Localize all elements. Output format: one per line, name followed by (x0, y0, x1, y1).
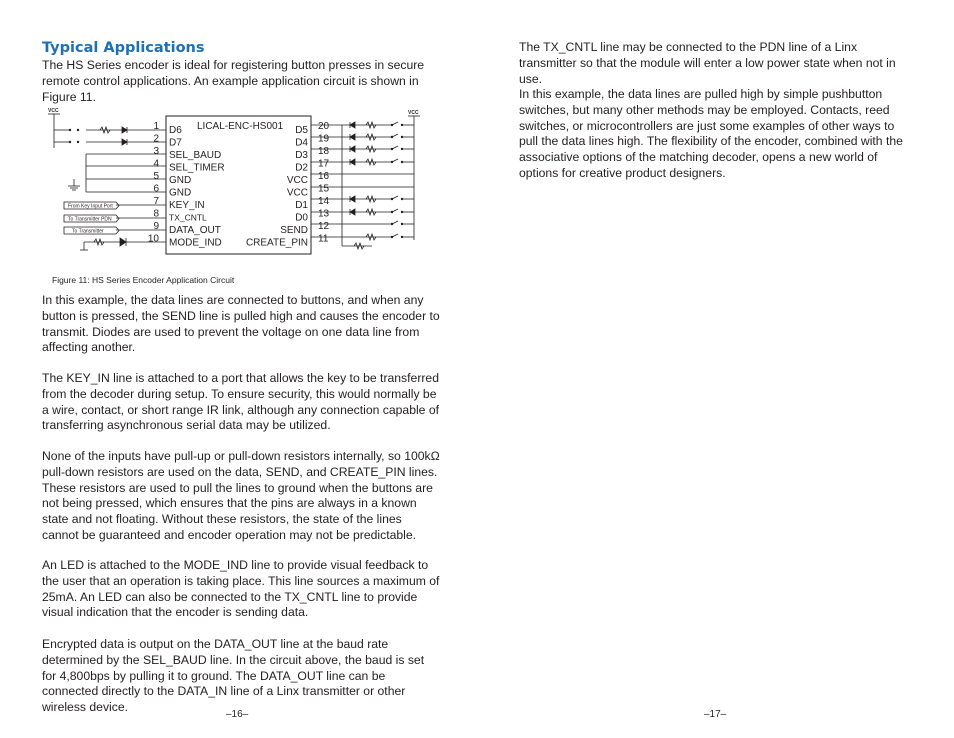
body-paragraph: An LED is attached to the MODE_IND line to provide visual feedback to the user that an operation is taking place. This line sources a maximum of 25mA. An LED can also be connected to the TX_CNTL line to provide visual indication that the encoder is sending data. (42, 558, 440, 620)
pin-label-right: D2 (295, 162, 308, 174)
pin-label-right: D1 (295, 200, 308, 211)
pin-number-right: 18 (318, 146, 330, 157)
port-label-key-input: From Key Input Port (68, 203, 113, 210)
pin-number-right: 15 (318, 183, 330, 195)
section-heading: Typical Applications (42, 40, 205, 56)
body-paragraph: The TX_CNTL line may be connected to the PDN line of a Linx transmitter so that the module will enter a low power state when not in use. (519, 40, 896, 86)
pin-number-left: 2 (153, 133, 159, 145)
circuit-diagram (42, 108, 432, 273)
chip-name: LICAL-ENC-HS001 (197, 121, 284, 132)
pin-number-left: 10 (147, 233, 159, 245)
vcc-label-left: VCC (48, 108, 59, 114)
body-paragraph: None of the inputs have pull-up or pull-down resistors internally, so 100kΩ pull-down resistors are used on the data, SEND, and CREATE_PIN lines. These resistors are used to pull the lines to ground when the buttons are not being pressed, which ensures that the pins are always in a known state and not floating. Without these resistors, the state of the lines cannot be guaranteed and encoder operation may not be predictable. (42, 449, 440, 542)
page-number: –16– (226, 709, 249, 720)
port-label-transmitter-pdn: To Transmitter PDN (68, 216, 112, 223)
pin-label-left: TX_CNTL (169, 212, 207, 223)
pin-number-left: 4 (153, 158, 159, 170)
pin-number-right: 12 (318, 221, 330, 232)
pin-label-left: D7 (169, 137, 182, 149)
pin-number-left: 1 (153, 121, 159, 132)
body-paragraph: In this example, the data lines are pulled high by simple pushbutton switches, but many other methods may be employed. Contacts, reed switches, or microcontrollers are just some examples of other ways to pull the data lines high. The flexibility of the encoder, combined with the associative options of the matching decoder, opens a new world of options for creative product designers. (519, 87, 903, 180)
pin-label-left: DATA_OUT (169, 225, 221, 236)
pin-number-right: 16 (318, 171, 330, 182)
pin-number-right: 19 (318, 133, 330, 145)
pin-label-left: MODE_IND (169, 237, 222, 249)
pin-number-left: 5 (153, 171, 159, 182)
pin-number-left: 7 (153, 196, 159, 207)
vcc-label-right: VCC (408, 110, 419, 116)
pin-number-right: 20 (318, 121, 330, 132)
pin-label-left: SEL_BAUD (169, 150, 222, 161)
pin-label-right: VCC (286, 187, 308, 199)
pin-number-left: 9 (153, 221, 159, 232)
body-paragraph: Encrypted data is output on the DATA_OUT line at the baud rate determined by the SEL_BAUD line. In the circuit above, the baud is set for 4,800bps by pulling it to ground. The DATA_OUT line can be connected directly to the DATA_IN line of a Linx transmitter or other wireless device. (42, 637, 425, 715)
port-label-transmitter: To Transmitter (72, 228, 104, 235)
pin-label-right: VCC (286, 175, 308, 186)
body-paragraph: The KEY_IN line is attached to a port that allows the key to be transferred from the decoder during setup. To ensure security, this would normally be a wire, contact, or short range IR link, although any connection capable of transferring asynchronous serial data may be utilized. (42, 371, 440, 433)
pin-label-right: D4 (295, 137, 308, 149)
pin-label-left: SEL_TIMER (169, 162, 225, 174)
pin-number-right: 11 (318, 233, 329, 245)
pin-label-right: D5 (295, 125, 308, 136)
pin-label-left: KEY_IN (169, 200, 205, 211)
intro-paragraph: The HS Series encoder is ideal for registering button presses in secure remote control applications. An example application circuit is shown in Figure 11. (42, 58, 425, 104)
circuit-figure (42, 108, 432, 273)
pin-label-right: SEND (280, 225, 308, 236)
pin-label-right: D3 (295, 150, 308, 161)
pin-number-right: 17 (318, 158, 330, 170)
pin-number-left: 3 (153, 146, 159, 157)
figure-caption: Figure 11: HS Series Encoder Application Circuit (52, 275, 235, 285)
right-page (477, 0, 954, 738)
pin-label-left: GND (169, 175, 192, 186)
pin-label-right: D0 (295, 212, 308, 224)
body-paragraph: In this example, the data lines are connected to buttons, and when any button is pressed, the SEND line is pulled high and causes the encoder to transmit. Diodes are used to prevent the voltage on one data line from affecting another. (42, 293, 440, 355)
page-number: –17– (704, 709, 727, 720)
pin-number-right: 14 (318, 196, 330, 207)
pin-label-left: GND (169, 187, 192, 199)
pin-number-left: 8 (153, 208, 159, 220)
pin-number-right: 13 (318, 208, 330, 220)
pin-label-right: CREATE_PIN (245, 237, 308, 249)
pin-number-left: 6 (153, 183, 159, 195)
pin-label-left: D6 (169, 125, 182, 136)
